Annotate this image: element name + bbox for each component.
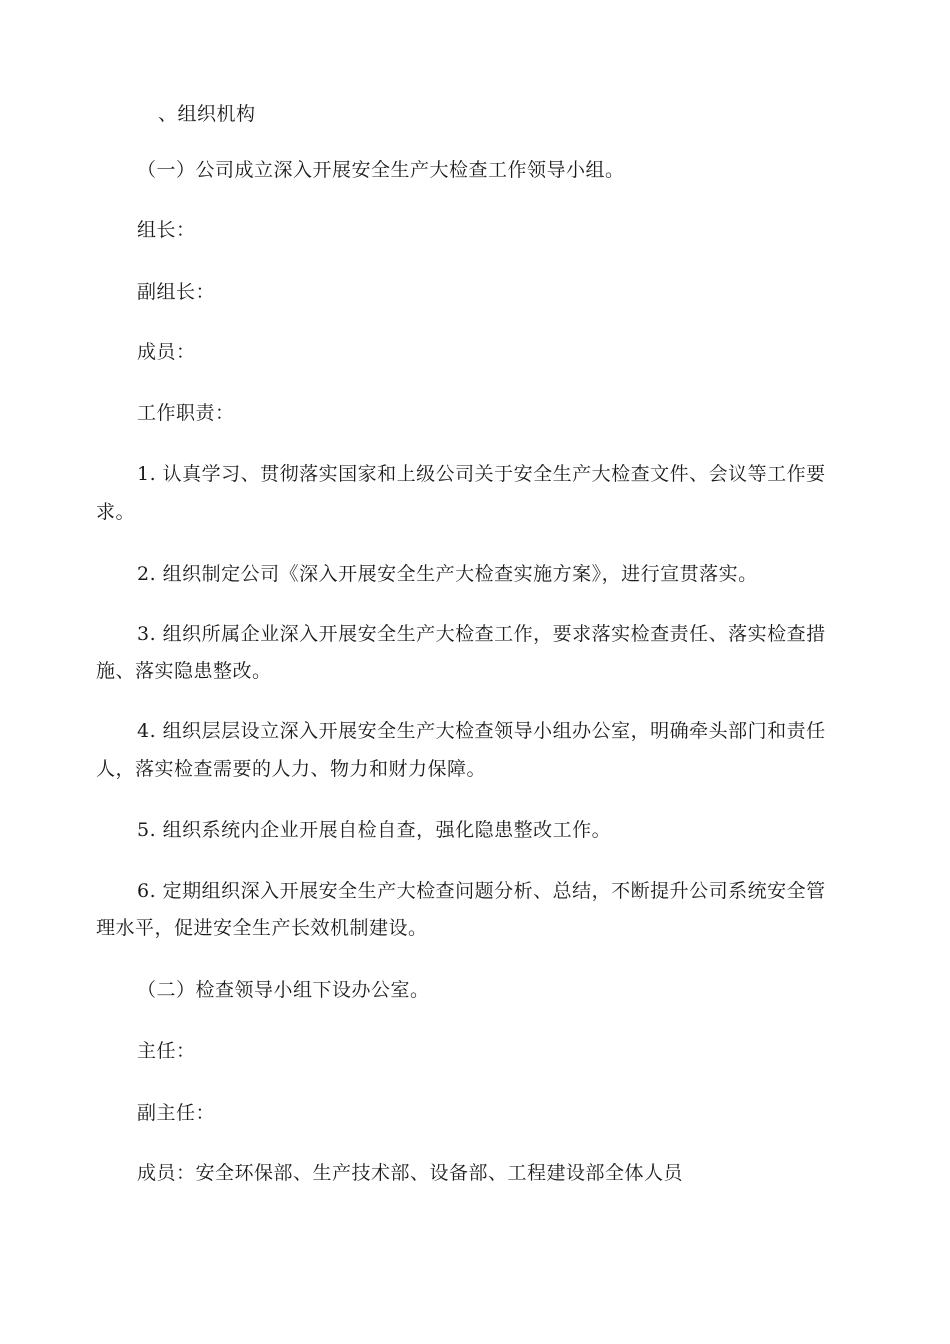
duty-3-line-1: 3. 组织所属企业深入开展安全生产大检查工作，要求落实检查责任、落实检查措 — [137, 623, 826, 645]
duty-6-line-2: 理水平，促进安全生产长效机制建设。 — [96, 917, 428, 939]
group1-deputy-leader-label: 副组长： — [137, 281, 216, 303]
duty-1-line-2: 求。 — [96, 501, 136, 523]
duty-2-line-1: 2. 组织制定公司《深入开展安全生产大检查实施方案》，进行宣贯落实。 — [137, 563, 758, 585]
duty-4-line-2: 人，落实检查需要的人力、物力和财力保障。 — [96, 758, 487, 780]
duty-5-line-1: 5. 组织系统内企业开展自检自查，强化隐患整改工作。 — [137, 819, 612, 841]
duty-4-line-1: 4. 组织层层设立深入开展安全生产大检查领导小组办公室，明确牵头部门和责任 — [137, 720, 826, 742]
section-title: 、组织机构 — [158, 103, 256, 125]
group2-members: 成员：安全环保部、生产技术部、设备部、工程建设部全体人员 — [137, 1162, 684, 1184]
group1-leader-label: 组长： — [137, 219, 196, 241]
group1-duties-heading: 工作职责： — [137, 402, 235, 424]
group2-heading: （二）检查领导小组下设办公室。 — [137, 979, 430, 1001]
duty-3-line-2: 施、落实隐患整改。 — [96, 660, 272, 682]
group2-director-label: 主任： — [137, 1040, 196, 1062]
group1-members-label: 成员： — [137, 341, 196, 363]
duty-1-line-1: 1. 认真学习、贯彻落实国家和上级公司关于安全生产大检查文件、会议等工作要 — [137, 463, 826, 485]
group2-deputy-director-label: 副主任： — [137, 1102, 216, 1124]
group1-heading: （一）公司成立深入开展安全生产大检查工作领导小组。 — [137, 159, 625, 181]
duty-6-line-1: 6. 定期组织深入开展安全生产大检查问题分析、总结，不断提升公司系统安全管 — [137, 880, 826, 902]
